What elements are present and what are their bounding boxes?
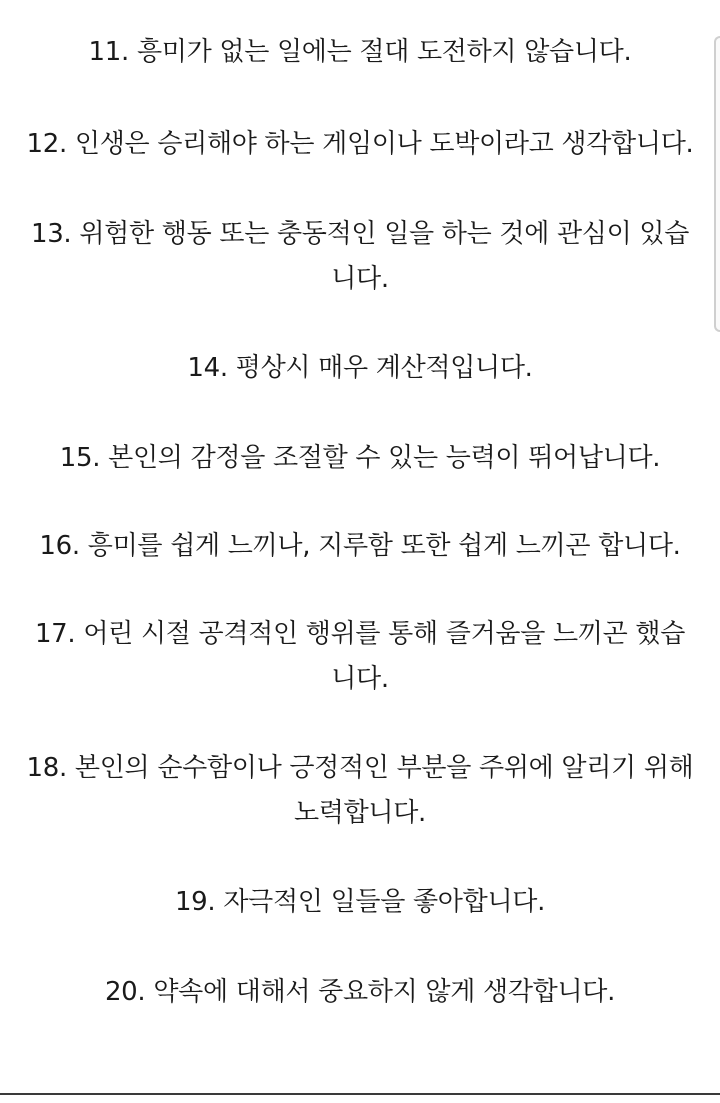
statement-17: [20, 612, 700, 702]
statement-11: [20, 30, 700, 75]
statement-line: 11. 흥미가 없는 일에는 절대 도전하지 않습니다.: [88, 37, 632, 67]
statement-15: [20, 436, 700, 481]
statement-line: 13. 위험한 행동 또는 충동적인 일을 하는 것에 관심이 있습: [30, 219, 690, 249]
statement-18: [20, 746, 700, 836]
bottom-divider: [0, 1093, 720, 1095]
statement-13: [20, 212, 700, 302]
statement-20: [20, 970, 700, 1015]
statement-14: [20, 346, 700, 391]
statement-line: 20. 약속에 대해서 중요하지 않게 생각합니다.: [104, 977, 616, 1007]
statement-line: 18. 본인의 순수함이나 긍정적인 부분을 주위에 알리기 위해: [26, 753, 694, 783]
statement-19: [20, 880, 700, 925]
statement-line: 16. 흥미를 쉽게 느끼나, 지루함 또한 쉽게 느끼곤 합니다.: [39, 531, 681, 561]
statement-line: 니다.: [331, 264, 389, 294]
statement-line: 19. 자극적인 일들을 좋아합니다.: [174, 887, 546, 917]
statement-line: 노력합니다.: [293, 798, 427, 828]
statement-line: 니다.: [331, 664, 389, 694]
scrollbar[interactable]: [714, 36, 720, 332]
statement-16: [20, 524, 700, 569]
statement-line: 12. 인생은 승리해야 하는 게임이나 도박이라고 생각합니다.: [26, 129, 694, 159]
statement-12: [20, 122, 700, 167]
statement-line: 14. 평상시 매우 계산적입니다.: [187, 353, 533, 383]
statement-line: 15. 본인의 감정을 조절할 수 있는 능력이 뛰어납니다.: [59, 443, 661, 473]
statement-line: 17. 어린 시절 공격적인 행위를 통해 즐거움을 느끼곤 했습: [34, 619, 686, 649]
